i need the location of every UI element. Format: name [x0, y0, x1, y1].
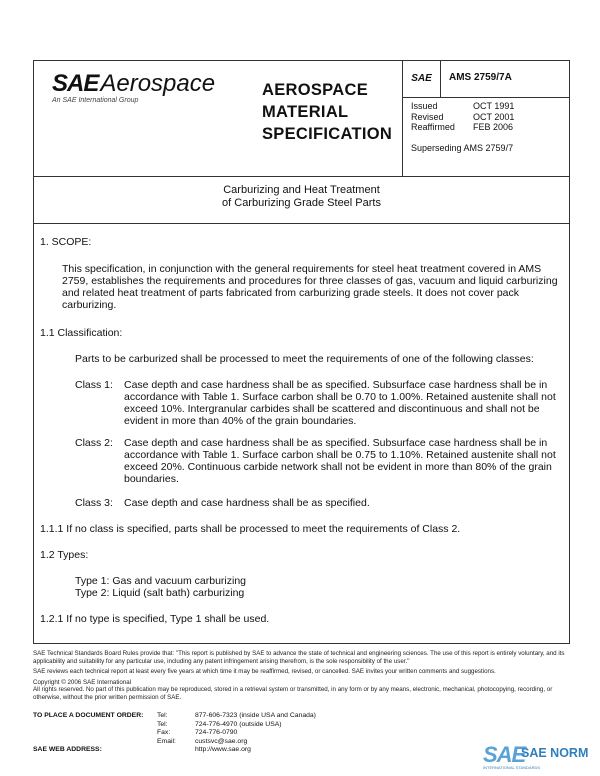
contact-value: 877-606-7323 (inside USA and Canada): [195, 712, 316, 719]
title-line-3: SPECIFICATION: [262, 125, 393, 143]
logo-aerospace: Aerospace: [100, 70, 216, 97]
section-1-1-heading: 1.1 Classification:: [40, 327, 123, 339]
logo-subtitle: An SAE International Group: [52, 97, 139, 104]
footer-paragraph: Copyright © 2006 SAE International: [33, 678, 132, 686]
date-value: OCT 1991: [473, 101, 515, 111]
contact-value: 724-776-0790: [195, 729, 238, 736]
info-block: [402, 61, 570, 176]
class-1-label: Class 1:: [75, 379, 113, 391]
doc-number-row: [403, 61, 570, 98]
sae-aerospace-logo: [52, 71, 215, 97]
subtitle-line-2: of Carburizing Grade Steel Parts: [222, 197, 381, 209]
date-row: [411, 112, 514, 123]
title-block: [260, 61, 402, 176]
date-table: [411, 101, 514, 133]
date-value: FEB 2006: [473, 122, 514, 132]
section-1-heading: 1. SCOPE:: [40, 236, 92, 248]
type-2: Type 2: Liquid (salt bath) carburizing: [75, 587, 245, 599]
order-label: TO PLACE A DOCUMENT ORDER:: [33, 712, 144, 719]
stamp-text: SAE NORM: [521, 746, 589, 760]
class-3-text: Case depth and case hardness shall be as specified.: [124, 497, 370, 509]
stamp-subtext: INTERNATIONAL STANDARDS: [483, 765, 541, 770]
date-label: Reaffirmed: [411, 122, 455, 132]
web-label: SAE WEB ADDRESS:: [33, 746, 102, 753]
contact-key: Tel:: [157, 720, 168, 728]
superseding-note: Superseding AMS 2759/7: [411, 143, 514, 153]
document-type-title: [262, 79, 392, 145]
document-frame: [33, 60, 570, 644]
footer-paragraph: SAE reviews each technical report at least every five years at which time it may be reaffirmed, revised, or cancelled. SAE invites your written comments and suggestions.: [33, 668, 496, 676]
footer-paragraph: SAE Technical Standards Board Rules provide that: "This report is published by SAE to advance the state of technical and engineering sciences. The use of this report is entirely voluntary, and its applicability and suitability for any particular use, including any patent infringement arising therefrom, is the sole responsibility of the user.": [33, 650, 565, 665]
type-1: Type 1: Gas and vacuum carburizing: [75, 575, 247, 587]
contact-key: Email:: [157, 737, 176, 745]
contact-value: 724-776-4970 (outside USA): [195, 720, 282, 728]
subtitle-line-1: Carburizing and Heat Treatment: [223, 184, 380, 196]
section-1-2-1: 1.2.1 If no type is specified, Type 1 shall be used.: [40, 613, 270, 625]
title-line-2: MATERIAL: [262, 103, 349, 121]
legal-footer: [33, 650, 573, 702]
web-address-link[interactable]: http://www.sae.org: [195, 746, 251, 753]
logo-block: [34, 61, 260, 176]
sae-mini-logo: SAE: [403, 61, 441, 97]
section-1-2-heading: 1.2 Types:: [40, 549, 89, 561]
section-1-1-1: 1.1.1 If no class is specified, parts shall be processed to meet the requirements of Class 2.: [40, 523, 461, 535]
sae-norm-stamp: [483, 742, 593, 770]
date-value: OCT 2001: [473, 111, 515, 122]
document-subtitle: [34, 176, 569, 224]
class-3-label: Class 3:: [75, 497, 113, 509]
logo-sae: SAE: [52, 70, 99, 97]
class-1-text: Case depth and case hardness shall be as specified. Subsurface case hardness shall be in accordance with Table 1. Surface carbon shall be 0.70 to 1.00%. Retained austenite shall not exceed 10%. Intergranular carbides shall be scattered and discontinuous and shall not be evident in more than 40% of the grain boundaries.: [124, 379, 556, 427]
date-row: [411, 101, 514, 112]
document-number: AMS 2759/7A: [449, 72, 512, 83]
contact-key: Fax:: [157, 729, 171, 736]
contact-key: Tel:: [157, 712, 168, 719]
date-label: Issued: [411, 101, 438, 111]
date-row: [411, 122, 514, 133]
class-2-label: Class 2:: [75, 437, 113, 449]
contact-email[interactable]: custsvc@sae.org: [195, 737, 248, 745]
document-header: [34, 61, 569, 177]
footer-paragraph: All rights reserved. No part of this publication may be reproduced, stored in a retrieval system or transmitted, in any form or by any means, electronic, mechanical, photocopying, recording, or otherwise, without the prior written permission of SAE.: [33, 686, 553, 701]
section-1-1-text: Parts to be carburized shall be processed to meet the requirements of one of the following classes:: [75, 353, 534, 365]
section-1-text: This specification, in conjunction with the general requirements for steel heat treatment covered in AMS 2759, establishes the requirements and procedures for three classes of gas, vacuum and liquid carburizing and related heat treatment of parts fabricated from carburizing grade steels. It does not cover pack carburizing.: [62, 263, 558, 311]
title-line-1: AEROSPACE: [262, 81, 368, 99]
stamp-mark: SAE: [483, 742, 526, 767]
date-label: Revised: [411, 111, 444, 122]
class-2-text: Case depth and case hardness shall be as specified. Subsurface case hardness shall be in accordance with Table 1. Surface carbon shall be 0.75 to 1.10%. Retained austenite shall not exceed 20%. Continuous carbide network shall not be evident in more than 80% of the grain boundaries.: [124, 437, 556, 485]
